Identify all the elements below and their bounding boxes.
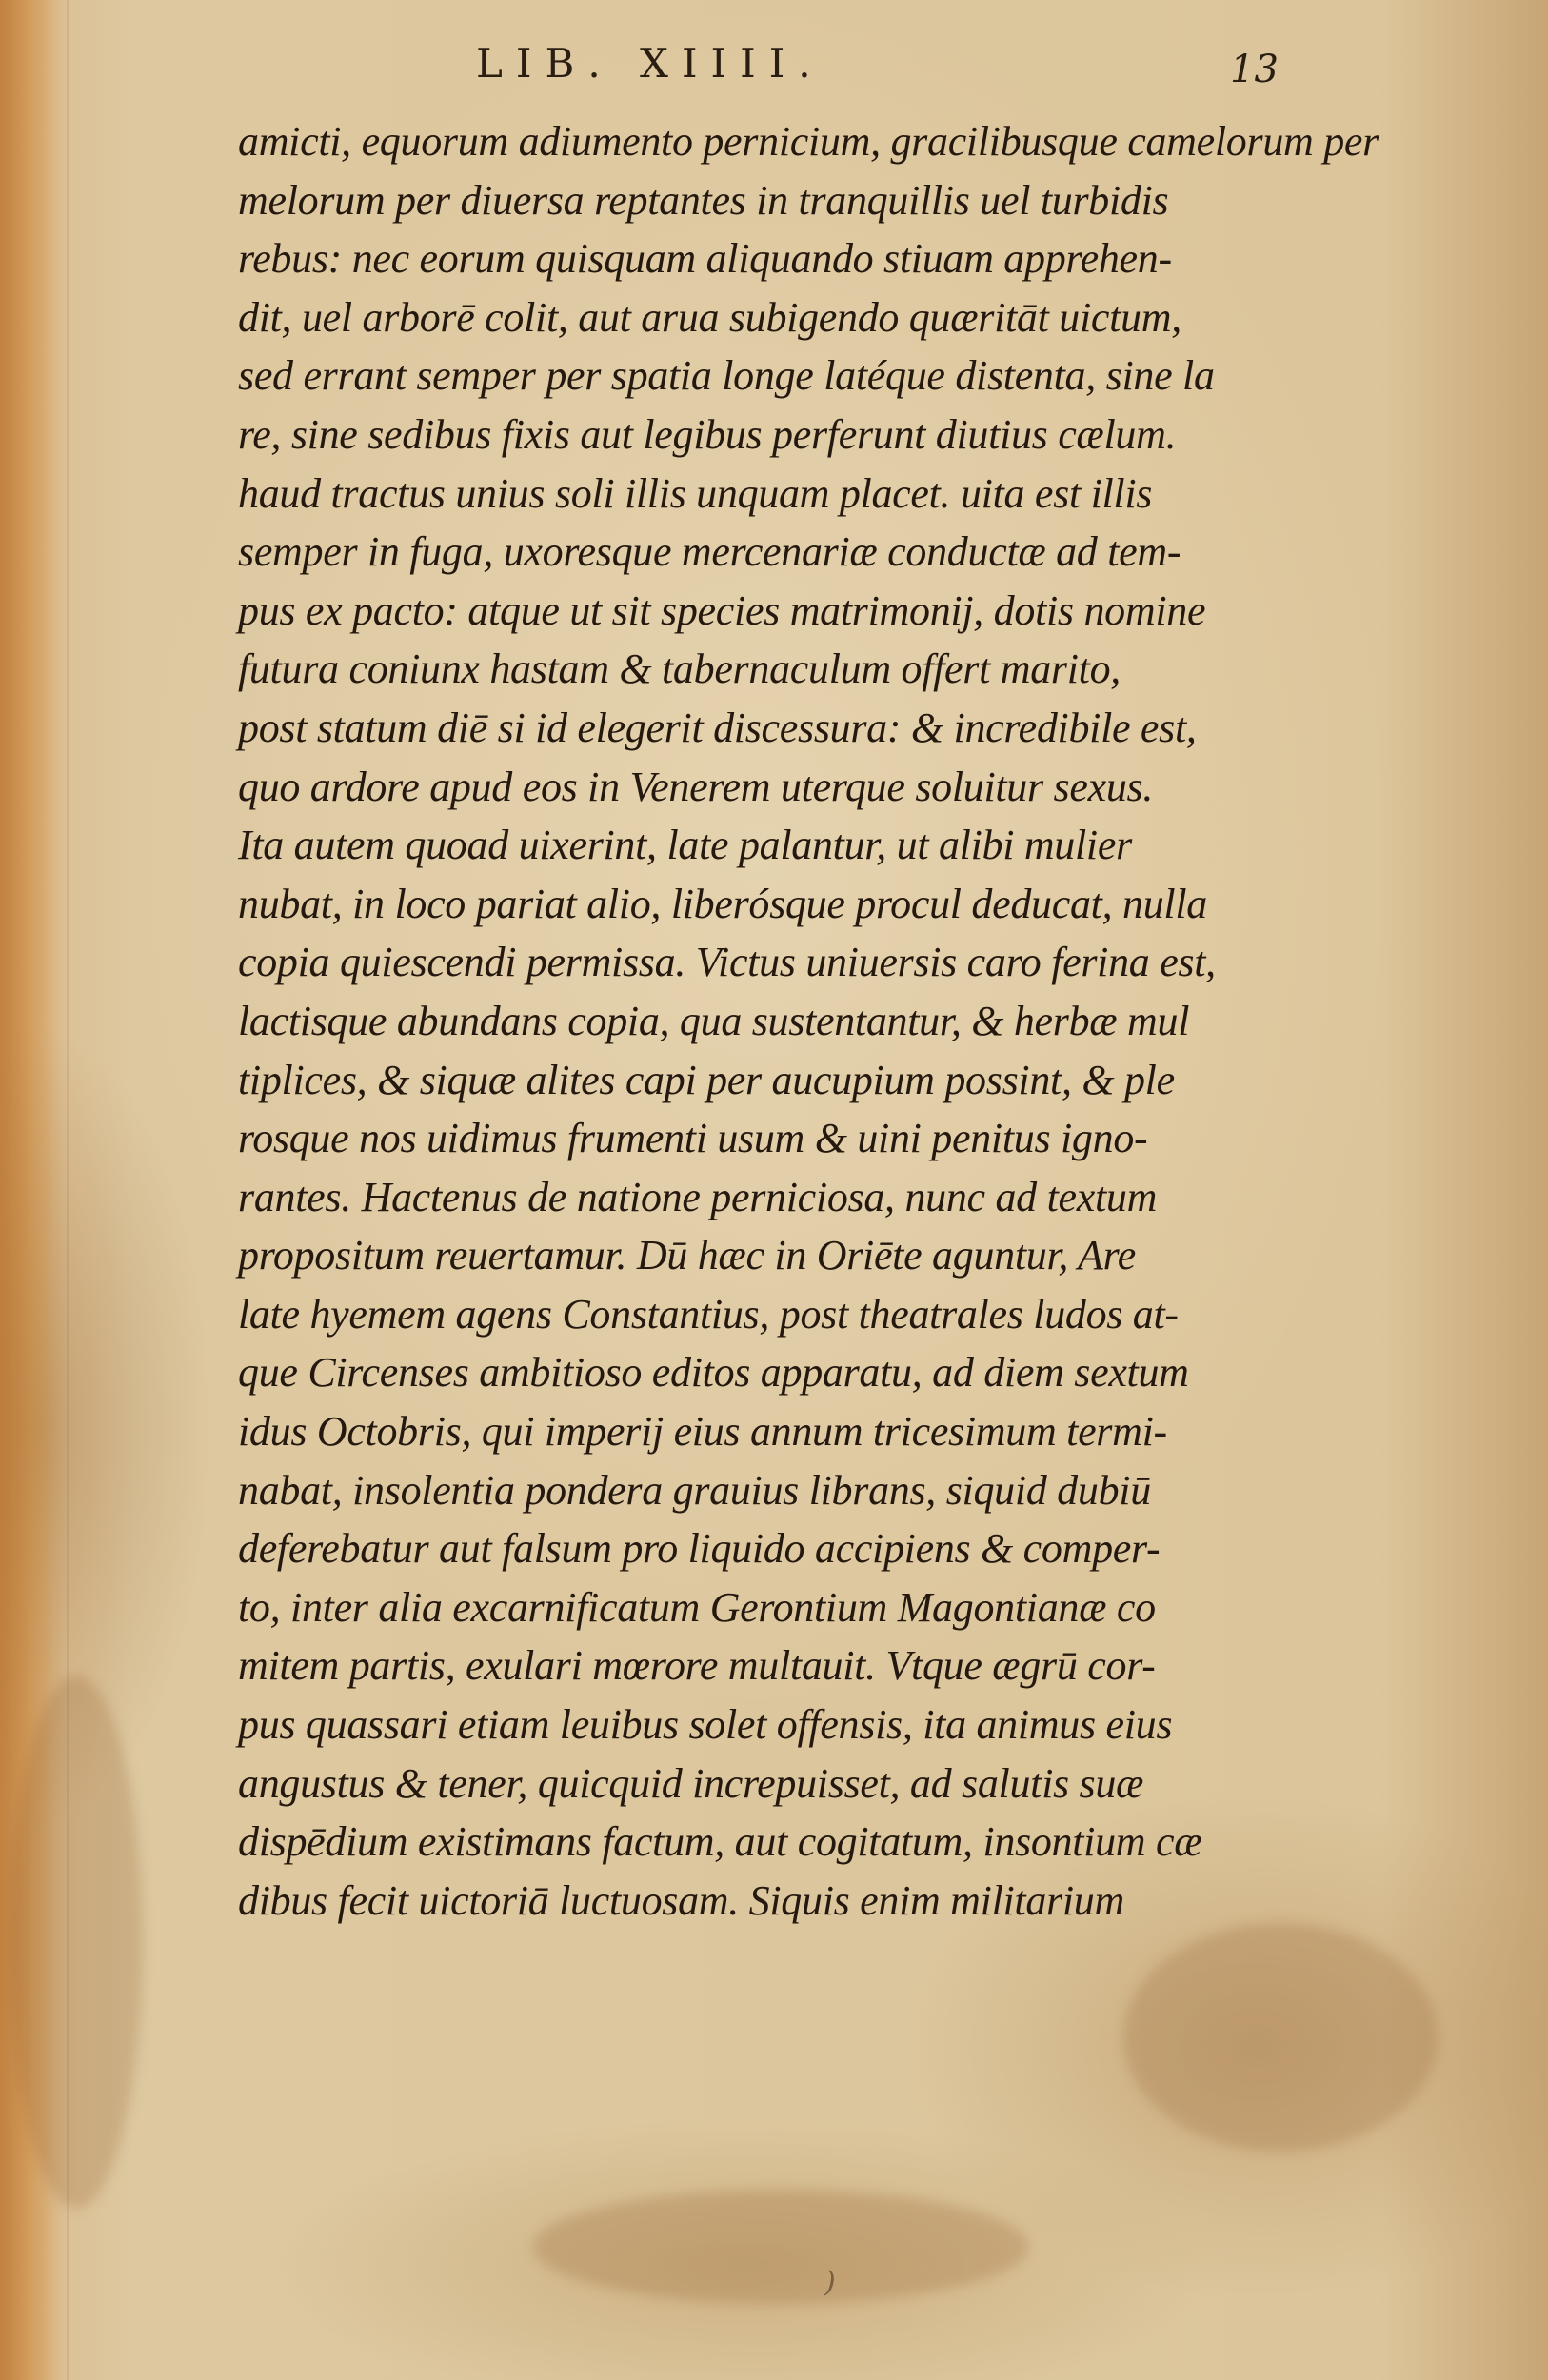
text-line: re, sine sedibus fixis aut legibus perferunt diutius cælum. [238, 410, 1177, 458]
text-line: semper in fuga, uxoresque mercenariæ conductæ ad tem- [238, 528, 1181, 576]
running-head: LIB. XIIII. [476, 40, 824, 87]
text-line: tiplices, & siquæ alites capi per aucupium possint, & ple [238, 1056, 1175, 1103]
water-stain [10, 1676, 143, 2209]
text-line: melorum per diuersa reptantes in tranquillis uel turbidis [238, 176, 1169, 224]
text-line: mitem partis, exulari mœrore multauit. Vtque ægrū cor- [238, 1642, 1156, 1690]
text-line: que Circenses ambitioso editos apparatu, ad diem sextum [238, 1349, 1189, 1397]
text-line: haud tractus unius soli illis unquam placet. uita est illis [238, 469, 1153, 517]
text-line: nabat, insolentia pondera grauius librans, siquid dubiū [238, 1466, 1151, 1514]
text-line: rantes. Hactenus de natione perniciosa, nunc ad textum [238, 1173, 1158, 1220]
text-line: deferebatur aut falsum pro liquido accipiens & comper- [238, 1525, 1161, 1573]
text-line: to, inter alia excarnificatum Gerontium Magontianæ co [238, 1583, 1156, 1631]
text-line: futura coniunx hastam & tabernaculum offert marito, [238, 645, 1121, 693]
margin-mark: ) [824, 2266, 836, 2299]
text-line: Ita autem quoad uixerint, late palantur, ut alibi mulier [238, 822, 1132, 869]
text-line: dit, uel arborē colit, aut arua subigendo quæritāt uictum, [238, 293, 1181, 341]
text-line: idus Octobris, qui imperij eius annum tricesimum termi- [238, 1408, 1167, 1456]
water-stain [1123, 1923, 1438, 2152]
text-line: nubat, in loco pariat alio, liberósque procul deducat, nulla [238, 880, 1207, 927]
page-number: 13 [1230, 48, 1279, 91]
text-line: post statum diē si id elegerit discessura: & incredibile est, [238, 704, 1197, 751]
text-line: copia quiescendi permissa. Victus uniuersis caro ferina est, [238, 939, 1216, 986]
text-line: angustus & tener, quicquid increpuisset, ad salutis suæ [238, 1759, 1144, 1807]
text-line: pus quassari etiam leuibus solet offensis, ita animus eius [238, 1701, 1173, 1749]
text-line: dispēdium existimans factum, aut cogitatum, insontium cæ [238, 1818, 1202, 1866]
text-line: amicti, equorum adiumento pernicium, gracilibusque camelorum per [238, 118, 1379, 165]
page-header [0, 36, 1548, 93]
text-line: pus ex pacto: atque ut sit species matrimonij, dotis nomine [238, 586, 1206, 634]
body-text [238, 112, 1379, 1930]
text-line: rebus: nec eorum quisquam aliquando stiuam apprehen- [238, 235, 1172, 283]
text-line: dibus fecit uictoriā luctuosam. Siquis enim militarium [238, 1876, 1124, 1924]
text-line: late hyemem agens Constantius, post theatrales ludos at- [238, 1290, 1179, 1338]
text-line: sed errant semper per spatia longe latéque distenta, sine la [238, 352, 1215, 400]
text-line: lactisque abundans copia, qua sustentantur, & herbæ mul [238, 997, 1190, 1044]
text-line: propositum reuertamur. Dū hæc in Oriēte aguntur, Are [238, 1232, 1137, 1279]
text-line: rosque nos uidimus frumenti usum & uini penitus igno- [238, 1115, 1148, 1162]
text-line: quo ardore apud eos in Venerem uterque soluitur sexus. [238, 763, 1154, 810]
water-stain [533, 2190, 1028, 2304]
